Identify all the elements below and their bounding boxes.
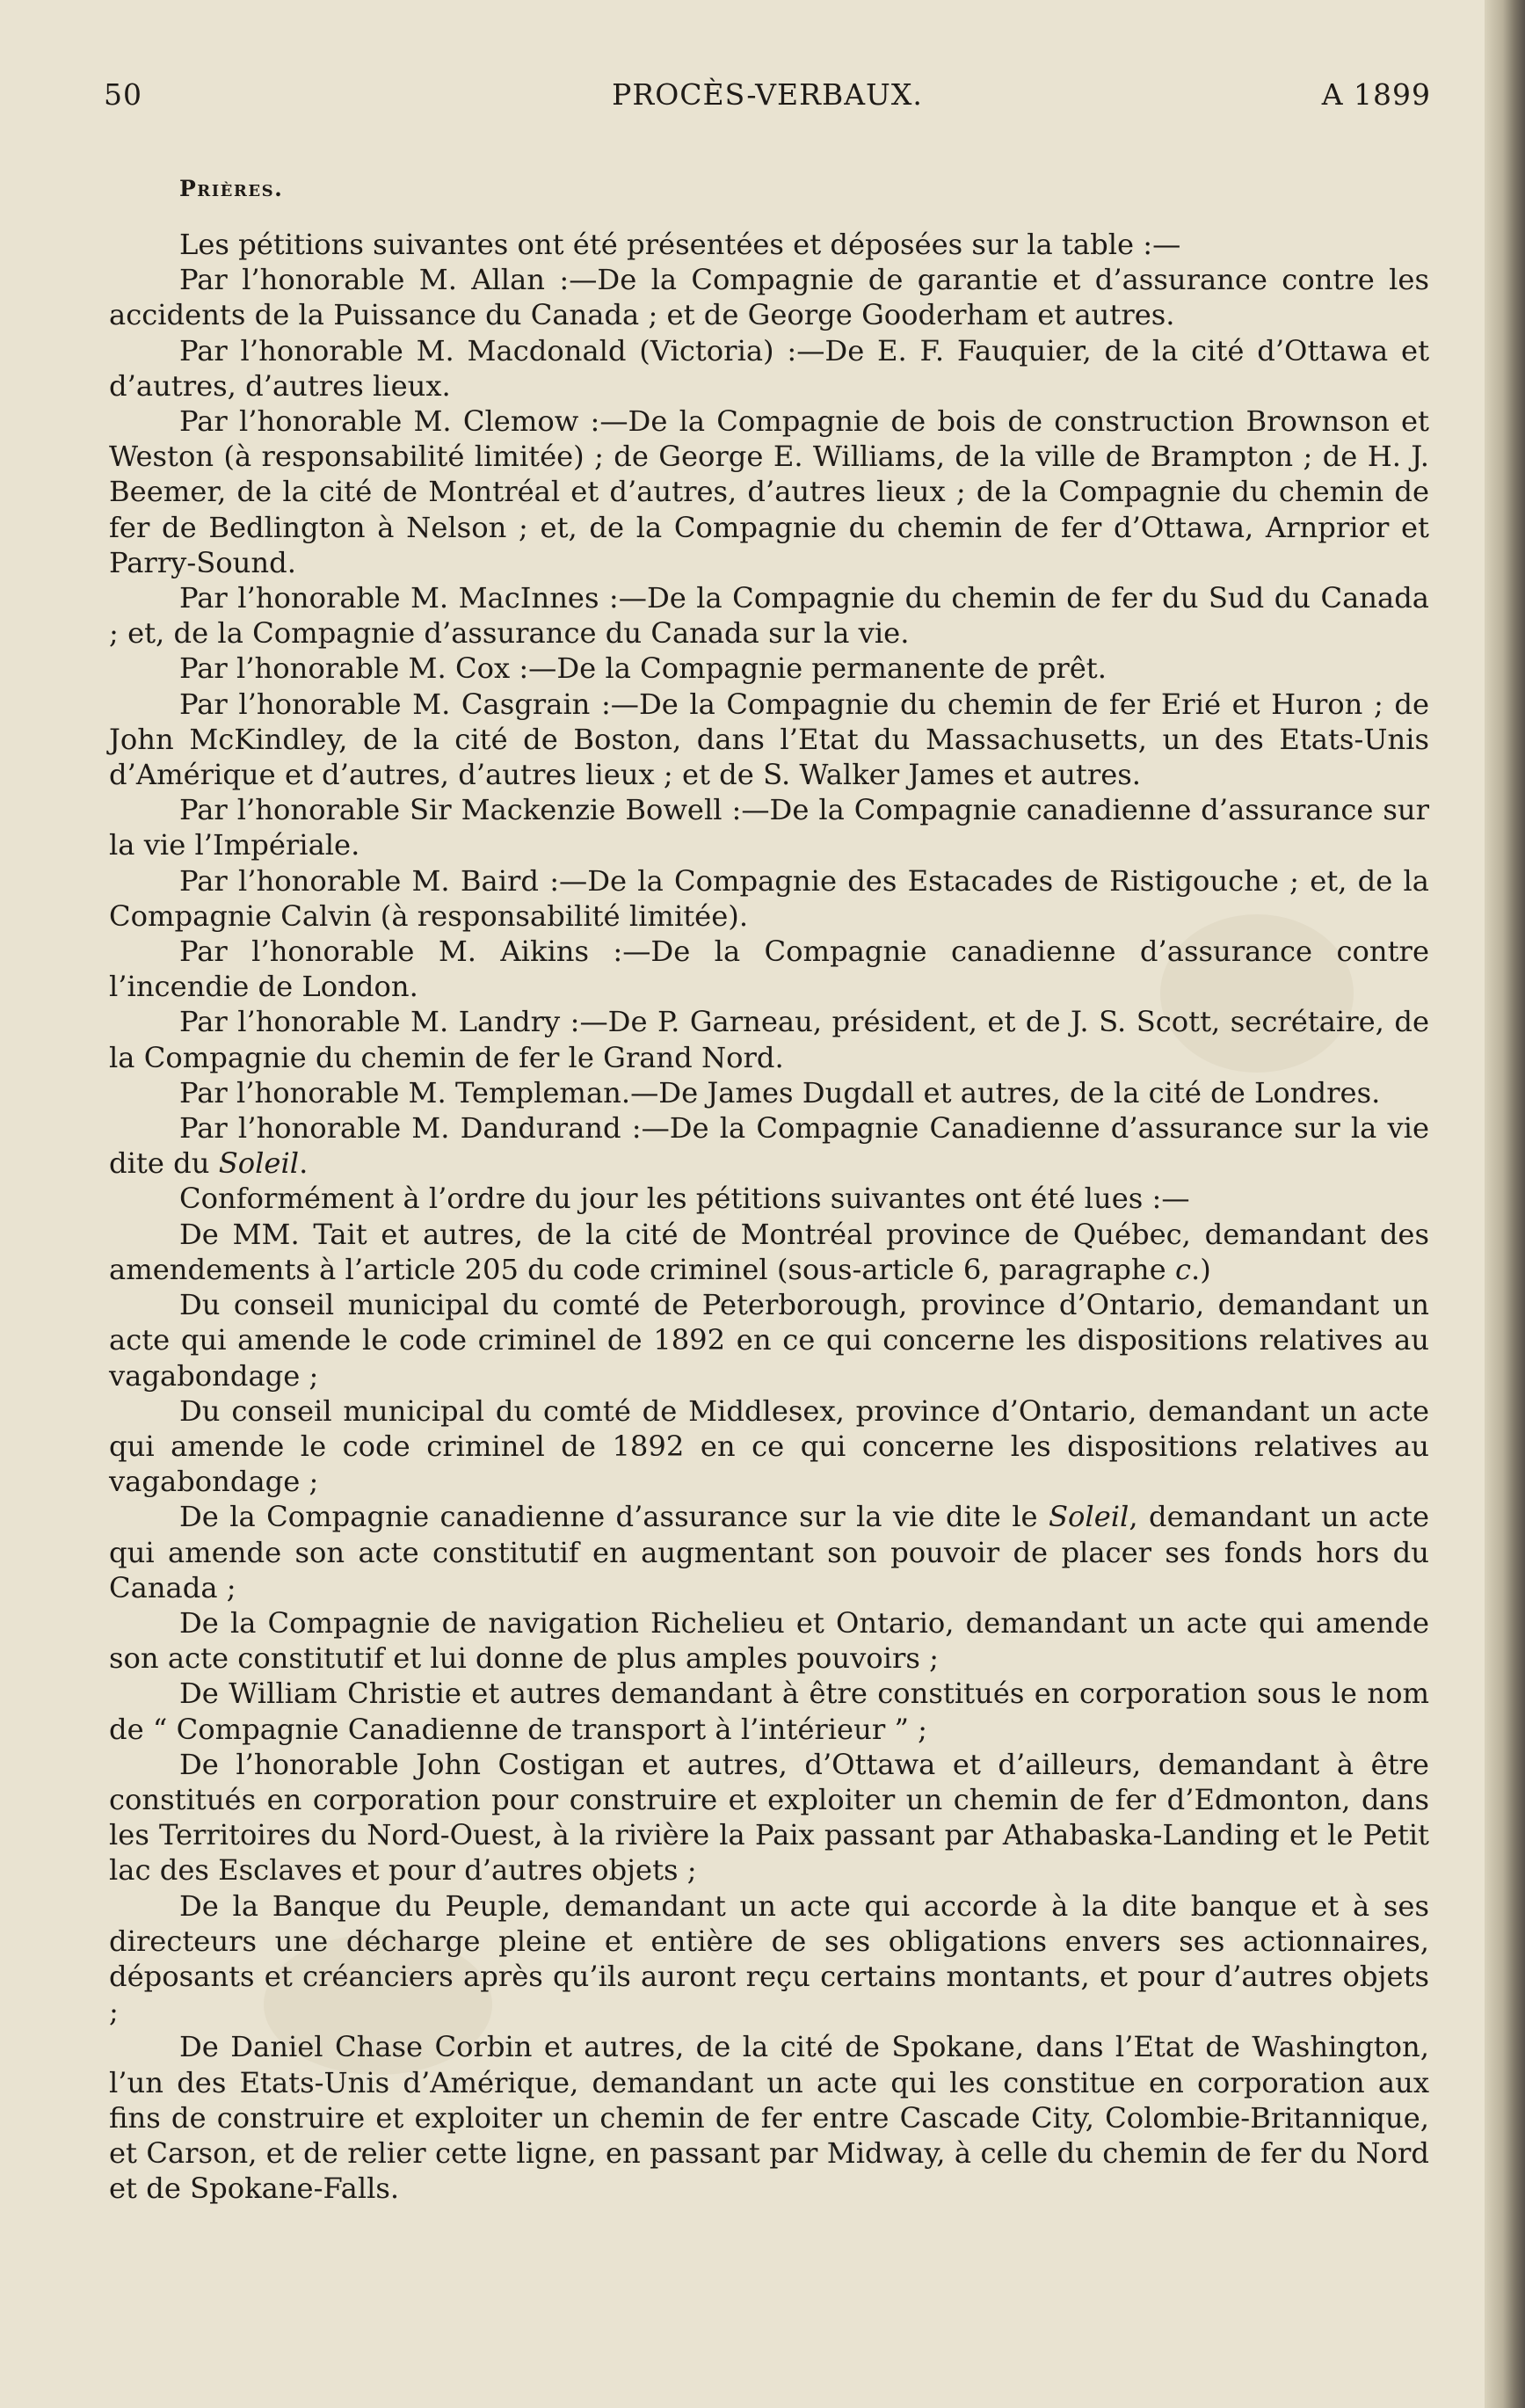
page-number: 50 bbox=[104, 77, 142, 112]
paragraph: De la Banque du Peuple, demandant un acte qui accorde à la dite banque et à ses directeurs une décharge pleine et entière de ses obligations envers ses actionnaires, déposants et créanciers après qu’ils auront reçu certains montants, et pour d’autres objets ; bbox=[109, 1888, 1429, 2029]
paragraph: Par l’honorable M. Cox :—De la Compagnie permanente de prêt. bbox=[179, 651, 1107, 686]
page-binding-edge bbox=[1485, 0, 1525, 2408]
paragraph: Par l’honorable Sir Mackenzie Bowell :—De la Compagnie canadienne d’assurance sur la vie l’Impériale. bbox=[109, 793, 1429, 862]
paragraph-text: . bbox=[299, 1146, 309, 1181]
paragraph: Par l’honorable M. Aikins :—De la Compagnie canadienne d’assurance contre l’incendie de London. bbox=[109, 935, 1429, 1004]
paragraph-text: Par l’honorable M. Dandurand :—De la Compagnie Canadienne d’assurance sur la vie dite du bbox=[109, 1111, 1429, 1181]
page-year: A 1899 bbox=[1321, 77, 1431, 112]
paragraph: Par l’honorable M. Landry :—De P. Garneau, président, et de J. S. Scott, secrétaire, de la Compagnie du chemin de fer le Grand Nord. bbox=[109, 1005, 1429, 1074]
paragraph: De l’honorable John Costigan et autres, d’Ottawa et d’ailleurs, demandant à être constitués en corporation pour construire et exploiter un chemin de fer d’Edmonton, dans les Territoires du Nord-Ouest, à la rivière la Paix passant par Athabaska-Landing et le Petit lac des Esclaves et pour d’autres objets ; bbox=[109, 1747, 1429, 1888]
paragraph-text: De MM. Tait et autres, de la cité de Montréal province de Québec, demandant des amendements à l’article 205 du code criminel (sous-article 6, paragraphe bbox=[109, 1217, 1429, 1286]
paragraph: Par l’honorable M. MacInnes :—De la Compagnie du chemin de fer du Sud du Canada ; et, de la Compagnie d’assurance du Canada sur la vie. bbox=[109, 581, 1429, 651]
italic-term: Soleil bbox=[1048, 1500, 1129, 1534]
paragraph: De Daniel Chase Corbin et autres, de la cité de Spokane, dans l’Etat de Washington, l’un des Etats-Unis d’Amérique, demandant un acte qui les constitue en corporation aux fins de construire et exploiter un chemin de fer entre Cascade City, Colombie-Britannique, et Carson, et de relier cette ligne, en passant par Midway, à celle du chemin de fer du Nord et de Spokane-Falls. bbox=[109, 2030, 1429, 2206]
paragraph: Par l’honorable M. Macdonald (Victoria) :—De E. F. Fauquier, de la cité d’Ottawa et d’autres, d’autres lieux. bbox=[109, 333, 1429, 403]
paragraph-text: De la Compagnie canadienne d’assurance sur la vie dite le bbox=[179, 1500, 1049, 1534]
paragraph bbox=[109, 1499, 1429, 1605]
document-body bbox=[109, 227, 1429, 2206]
paragraph: Par l’honorable M. Casgrain :—De la Compagnie du chemin de fer Erié et Huron ; de John McKindley, de la cité de Boston, dans l’Etat du Massachusetts, un des Etats-Unis d’Amérique et d’autres, d’autres lieux ; et de S. Walker James et autres. bbox=[109, 687, 1429, 792]
paragraph: Par l’honorable M. Templeman.—De James Dugdall et autres, de la cité de Londres. bbox=[179, 1075, 1381, 1109]
paragraph: Conformément à l’ordre du jour les pétitions suivantes ont été lues :— bbox=[179, 1182, 1190, 1216]
paragraph-text: , demandant un acte qui amende son acte constitutif en augmentant son pouvoir de placer ses fonds hors du Canada ; bbox=[109, 1500, 1430, 1604]
paragraph: Par l’honorable M. Baird :—De la Compagnie des Estacades de Ristigouche ; et, de la Compagnie Calvin (à responsabilité limitée). bbox=[109, 863, 1429, 933]
paragraph bbox=[109, 1217, 1429, 1287]
running-header bbox=[104, 77, 1431, 113]
paragraph: De William Christie et autres demandant à être constitués en corporation sous le nom de “ Compagnie Canadienne de transport à l’intérieur ” ; bbox=[109, 1677, 1429, 1746]
paragraph: Par l’honorable M. Allan :—De la Compagnie de garantie et d’assurance contre les accidents de la Puissance du Canada ; et de George Gooderham et autres. bbox=[109, 263, 1429, 332]
section-heading: Prières. bbox=[179, 176, 284, 201]
paragraph bbox=[109, 1110, 1429, 1181]
paragraph: Les pétitions suivantes ont été présentées et déposées sur la table :— bbox=[179, 228, 1181, 261]
paragraph: Du conseil municipal du comté de Middlesex, province d’Ontario, demandant un acte qui amende le code criminel de 1892 en ce qui concerne les dispositions relatives au vagabondage ; bbox=[109, 1393, 1429, 1499]
paragraph: Par l’honorable M. Clemow :—De la Compagnie de bois de construction Brownson et Weston (à responsabilité limitée) ; de George E. Williams, de la ville de Brampton ; de H. J. Beemer, de la cité de Montréal et d’autres, d’autres lieux ; de la Compagnie du chemin de fer de Bedlington à Nelson ; et, de la Compagnie du chemin de fer d’Ottawa, Arnprior et Parry-Sound. bbox=[109, 404, 1429, 579]
paragraph: De la Compagnie de navigation Richelieu et Ontario, demandant un acte qui amende son acte constitutif et lui donne de plus amples pouvoirs ; bbox=[109, 1605, 1429, 1676]
italic-term: Soleil bbox=[218, 1146, 300, 1181]
paragraph-text: .) bbox=[1190, 1252, 1211, 1286]
page-title: PROCÈS-VERBAUX. bbox=[612, 77, 923, 112]
paragraph: Du conseil municipal du comté de Peterborough, province d’Ontario, demandant un acte qui amende le code criminel de 1892 en ce qui concerne les dispositions relatives au vagabondage ; bbox=[109, 1288, 1429, 1393]
italic-term: c bbox=[1174, 1252, 1191, 1286]
